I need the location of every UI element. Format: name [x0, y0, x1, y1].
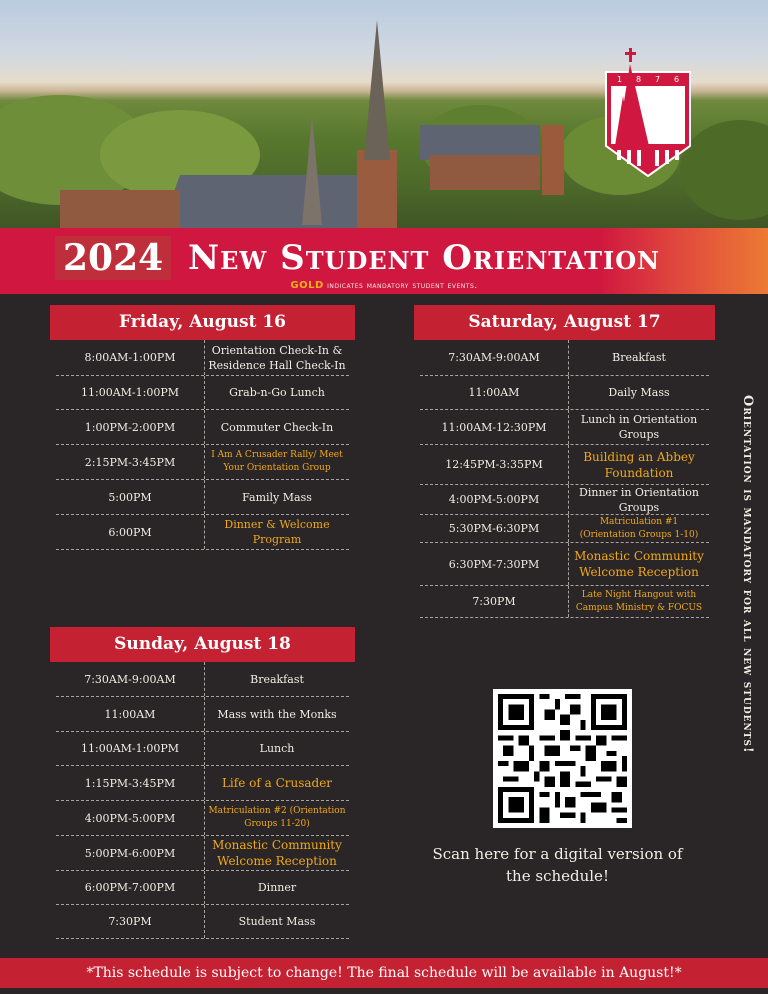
time-cell: 11:00AM: [56, 697, 205, 731]
event-cell: Dinner & Welcome Program: [224, 518, 330, 546]
table-row: [420, 515, 709, 543]
table-row: [420, 340, 709, 376]
mandatory-side-note: Orientation is mandatory for all new students!: [740, 395, 755, 754]
table-row: [420, 445, 709, 485]
day-sunday: [50, 627, 355, 939]
time-cell: 7:30AM-9:00AM: [420, 340, 569, 375]
event-cell: Building an Abbey Foundation: [583, 449, 695, 480]
year-badge: 2024: [55, 236, 171, 280]
schedule-table: [56, 662, 349, 939]
svg-text:8: 8: [636, 75, 642, 84]
time-cell: 2:15PM-3:45PM: [56, 445, 205, 479]
table-row: [56, 480, 349, 515]
legend-text: indicates mandatory student events.: [323, 281, 478, 291]
table-row: [420, 586, 709, 618]
table-row: [56, 871, 349, 905]
event-cell: Mass with the Monks: [217, 707, 337, 721]
time-cell: 11:00AM-12:30PM: [420, 410, 569, 444]
time-cell: 1:15PM-3:45PM: [56, 766, 205, 800]
event-cell: Daily Mass: [608, 386, 670, 399]
table-row: [56, 662, 349, 697]
table-row: [56, 836, 349, 871]
table-row: [56, 905, 349, 939]
legend-note: [0, 280, 768, 291]
event-cell: Family Mass: [242, 490, 312, 504]
time-cell: 5:30PM-6:30PM: [420, 515, 569, 542]
event-cell: Student Mass: [238, 915, 316, 928]
table-row: [56, 340, 349, 376]
event-cell: Dinner in Orientation Groups: [579, 485, 699, 514]
table-row: [56, 801, 349, 836]
table-row: [56, 445, 349, 480]
time-cell: 5:00PM: [56, 480, 205, 514]
time-cell: 6:30PM-7:30PM: [420, 543, 569, 585]
footer-disclaimer: *This schedule is subject to change! The final schedule will be available in August!*: [0, 958, 768, 988]
event-cell: Dinner: [257, 881, 297, 894]
time-cell: 5:00PM-6:00PM: [56, 836, 205, 870]
event-cell: Breakfast: [612, 351, 666, 364]
time-cell: 1:00PM-2:00PM: [56, 410, 205, 444]
svg-text:1: 1: [617, 75, 623, 84]
event-cell: Monastic Community Welcome Reception: [574, 549, 704, 579]
table-row: [56, 376, 349, 410]
event-cell: Late Night Hangout with Campus Ministry & FOCUS: [575, 589, 703, 613]
time-cell: 11:00AM-1:00PM: [56, 732, 205, 765]
day-saturday: [414, 305, 715, 618]
time-cell: 8:00AM-1:00PM: [56, 340, 205, 375]
table-row: [420, 376, 709, 410]
event-cell: Breakfast: [250, 672, 304, 686]
time-cell: 4:00PM-5:00PM: [56, 801, 205, 835]
time-cell: 12:45PM-3:35PM: [420, 445, 569, 484]
event-cell: Matriculation #2 (Orientation Groups 11-20): [208, 806, 346, 829]
svg-text:7: 7: [655, 75, 661, 84]
table-row: [56, 697, 349, 732]
event-cell: Lunch: [259, 742, 295, 755]
time-cell: 7:30PM: [420, 586, 569, 617]
table-row: [56, 515, 349, 550]
table-row: [56, 732, 349, 766]
day-header: Saturday, August 17: [414, 305, 715, 340]
table-row: [56, 410, 349, 445]
title-banner: [0, 228, 768, 294]
time-cell: 11:00AM-1:00PM: [56, 376, 205, 409]
qr-code[interactable]: [493, 689, 632, 828]
event-cell: Life of a Crusader: [221, 776, 333, 790]
event-cell: Matriculation #1 (Orientation Groups 1-10): [579, 516, 699, 540]
day-friday: [50, 305, 355, 550]
event-cell: I Am A Crusader Rally/ Meet Your Orientation Group: [211, 450, 343, 473]
time-cell: 7:30PM: [56, 905, 205, 938]
schedule-table: [56, 340, 349, 550]
page-title: New Student Orientation: [188, 238, 661, 278]
table-row: [420, 543, 709, 586]
schedule-table: [420, 340, 709, 618]
event-cell: Lunch in Orientation Groups: [580, 413, 698, 441]
event-cell: Commuter Check-In: [220, 420, 334, 434]
time-cell: 6:00PM-7:00PM: [56, 871, 205, 904]
qr-caption: Scan here for a digital version of the schedule!: [432, 845, 683, 885]
day-header: Friday, August 16: [50, 305, 355, 340]
time-cell: 4:00PM-5:00PM: [420, 485, 569, 514]
table-row: [56, 766, 349, 801]
table-row: [420, 485, 709, 515]
university-crest-logo: [603, 46, 693, 181]
time-cell: 6:00PM: [56, 515, 205, 549]
event-cell: Orientation Check-In & Residence Hall Check-In: [208, 343, 346, 372]
legend-gold-label: GOLD: [290, 280, 324, 291]
svg-text:6: 6: [674, 75, 680, 84]
time-cell: 7:30AM-9:00AM: [56, 662, 205, 696]
event-cell: Grab-n-Go Lunch: [229, 386, 325, 399]
time-cell: 11:00AM: [420, 376, 569, 409]
day-header: Sunday, August 18: [50, 627, 355, 662]
event-cell: Monastic Community Welcome Reception: [212, 838, 342, 868]
table-row: [420, 410, 709, 445]
